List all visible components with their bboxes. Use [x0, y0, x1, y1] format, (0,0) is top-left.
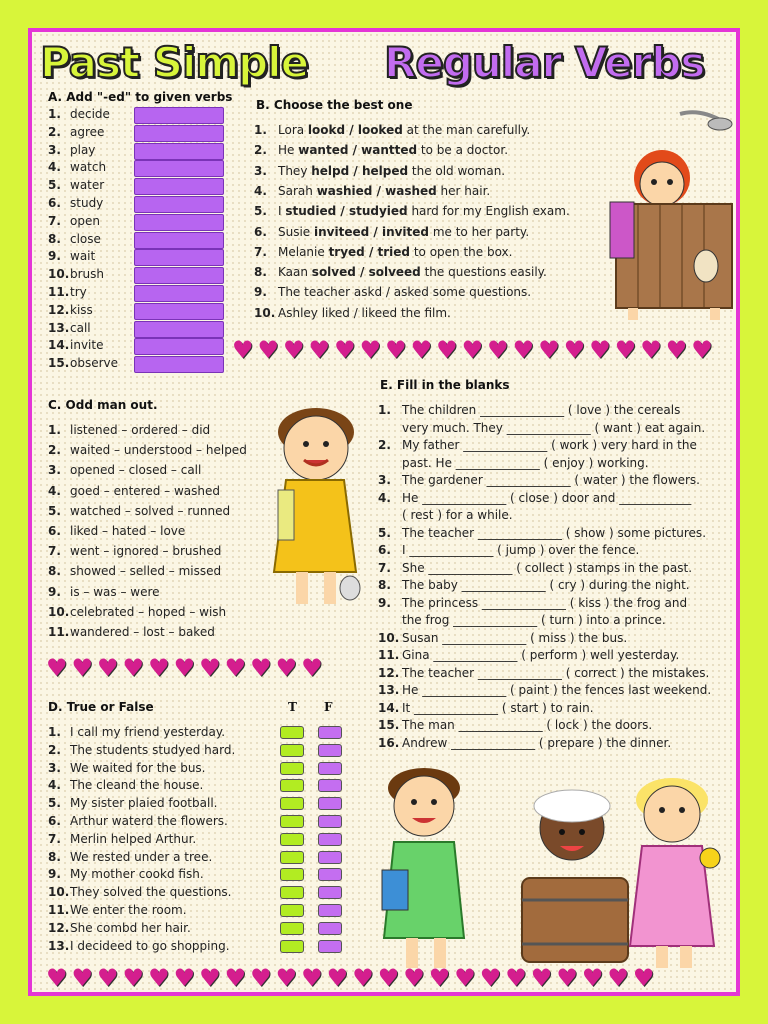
fill-blank-line[interactable]	[378, 682, 711, 698]
item-number: 3.	[254, 163, 267, 178]
worksheet	[28, 28, 740, 996]
word-set[interactable]: listened – ordered – did	[70, 423, 211, 437]
statement-text: I decideed to go shopping.	[70, 938, 230, 953]
item-number: 4.	[48, 160, 61, 175]
sentence-start: Melanie	[278, 244, 329, 259]
statement-text: My mother cookd fish.	[70, 867, 204, 882]
item-number: 9.	[48, 249, 61, 264]
odd-item	[48, 624, 215, 640]
item-number: 12.	[378, 665, 400, 680]
fill-sentence: My father ______________ ( work ) very hard in the	[402, 438, 697, 452]
item-number: 12.	[48, 920, 70, 935]
item-number: 3.	[48, 142, 61, 157]
hearts-divider-top: ♥ ♥ ♥ ♥ ♥ ♥ ♥ ♥ ♥ ♥ ♥ ♥ ♥ ♥ ♥ ♥ ♥ ♥ ♥	[232, 336, 713, 364]
item-number: 2.	[254, 143, 267, 158]
fill-sentence: I ______________ ( jump ) over the fence.	[402, 543, 640, 557]
answer-box[interactable]	[134, 321, 224, 338]
item-number: 5.	[378, 525, 391, 540]
hearts-divider-middle: ♥ ♥ ♥ ♥ ♥ ♥ ♥ ♥ ♥ ♥ ♥	[46, 654, 323, 682]
item-number: 3.	[48, 760, 61, 775]
true-false-item	[48, 813, 228, 829]
item-number: 7.	[48, 544, 61, 559]
item-number: 3.	[48, 463, 61, 478]
sentence-start: He	[278, 143, 299, 158]
item-number: 4.	[48, 778, 61, 793]
item-number: 1.	[378, 403, 391, 417]
choice-item	[254, 224, 529, 240]
verb-word: decide	[70, 107, 110, 121]
choice-item	[254, 163, 505, 179]
choice-item	[254, 122, 530, 138]
item-number: 7.	[48, 213, 61, 228]
fill-blank-line[interactable]	[378, 595, 687, 611]
verb-word: invite	[70, 338, 104, 353]
fill-sentence: Andrew ______________ ( prepare ) the dinner.	[402, 735, 672, 750]
false-column-label: F	[324, 700, 333, 714]
fill-blank-line[interactable]	[378, 472, 700, 488]
choice-options[interactable]: tryed / tried	[328, 244, 411, 259]
sentence-end: the old woman.	[408, 163, 506, 178]
true-false-item	[48, 938, 230, 954]
true-false-item	[48, 849, 212, 865]
item-number: 9.	[48, 584, 61, 599]
sentence-start: Lora	[278, 123, 308, 137]
item-number: 9.	[48, 867, 61, 882]
false-box[interactable]	[318, 868, 342, 881]
hearts-divider-bottom: ♥ ♥ ♥ ♥ ♥ ♥ ♥ ♥ ♥ ♥ ♥ ♥ ♥ ♥ ♥ ♥ ♥ ♥ ♥ ♥ ♥ ♥ ♥ ♥	[46, 964, 655, 992]
sentence-end: me to her party.	[429, 224, 530, 239]
false-box[interactable]	[318, 833, 342, 846]
sentence-end: her hair.	[436, 183, 491, 198]
answer-box[interactable]	[134, 178, 224, 195]
sentence-end: at the man carefully.	[402, 123, 531, 137]
fill-blank-line[interactable]	[378, 560, 692, 576]
true-box[interactable]	[280, 726, 304, 739]
item-number: 11.	[48, 285, 70, 299]
section-c-heading: C. Odd man out.	[48, 398, 158, 412]
item-number: 7.	[48, 831, 61, 846]
false-box[interactable]	[318, 779, 342, 792]
verb-item	[48, 159, 106, 175]
fill-sentence: The baby ______________ ( cry ) during the night.	[402, 578, 690, 592]
verb-item	[48, 266, 104, 282]
answer-box[interactable]	[134, 249, 224, 266]
answer-box[interactable]	[134, 232, 224, 249]
choice-options[interactable]: wanted / wantted	[298, 143, 418, 158]
verb-word: play	[70, 142, 96, 157]
verb-item	[48, 106, 110, 122]
true-box[interactable]	[280, 868, 304, 881]
verb-word: brush	[70, 267, 105, 282]
verb-word: wait	[70, 249, 96, 264]
item-number: 12.	[48, 302, 70, 317]
answer-box[interactable]	[134, 143, 224, 160]
item-number: 6.	[48, 196, 61, 210]
item-number: 13.	[378, 683, 400, 697]
item-number: 10.	[48, 267, 70, 282]
statement-text: My sister plaied football.	[70, 796, 218, 811]
odd-item	[48, 584, 160, 600]
sentence-end: the questions easily.	[420, 265, 547, 280]
false-box[interactable]	[318, 744, 342, 757]
choice-options[interactable]: helpd / helped	[311, 163, 409, 178]
verb-word: call	[70, 320, 91, 335]
false-box[interactable]	[318, 815, 342, 828]
sentence-end: to be a doctor.	[417, 143, 509, 158]
shower-girl-illustration	[588, 106, 738, 322]
answer-box[interactable]	[134, 303, 224, 320]
title-regular-verbs: Regular Verbs	[384, 38, 705, 87]
item-number: 6.	[378, 543, 391, 557]
fill-blank-line[interactable]	[378, 630, 627, 646]
fill-sentence: the frog ______________ ( turn ) into a prince.	[402, 613, 666, 627]
statement-text: We rested under a tree.	[70, 849, 213, 864]
false-box[interactable]	[318, 904, 342, 917]
fill-sentence: The teacher ______________ ( correct ) the mistakes.	[402, 665, 710, 680]
true-box[interactable]	[280, 744, 304, 757]
choice-options[interactable]: washied / washed	[316, 183, 437, 198]
verb-item	[48, 337, 103, 353]
true-false-item	[48, 902, 187, 918]
word-set[interactable]: went – ignored – brushed	[70, 544, 222, 559]
statement-text: The students studyed hard.	[70, 742, 236, 757]
false-box[interactable]	[318, 726, 342, 739]
word-set[interactable]: liked – hated – love	[70, 524, 186, 538]
answer-box[interactable]	[134, 107, 224, 124]
fill-blank-line[interactable]	[378, 402, 680, 418]
fill-blank-line[interactable]	[378, 700, 594, 716]
kids-bath-illustration	[372, 758, 738, 976]
verb-word: agree	[70, 124, 105, 139]
answer-box[interactable]	[134, 285, 224, 302]
fill-sentence: The teacher ______________ ( show ) some pictures.	[402, 525, 707, 540]
section-d-heading: D. True or False	[48, 700, 154, 714]
fill-sentence: He ______________ ( close ) door and ____________	[402, 490, 692, 505]
answer-box[interactable]	[134, 196, 224, 213]
true-box[interactable]	[280, 779, 304, 792]
boy-in-robe-illustration	[264, 404, 374, 618]
fill-sentence: Susan ______________ ( miss ) the bus.	[402, 630, 628, 645]
true-false-item	[48, 795, 217, 811]
item-number: 8.	[48, 849, 61, 864]
statement-text: The cleand the house.	[70, 778, 204, 793]
item-number: 8.	[254, 265, 267, 280]
true-box[interactable]	[280, 904, 304, 917]
word-set[interactable]: wandered – lost – baked	[70, 625, 215, 639]
item-number: 6.	[254, 224, 267, 239]
false-box[interactable]	[318, 922, 342, 935]
fill-sentence: past. He ______________ ( enjoy ) working.	[402, 455, 649, 470]
item-number: 2.	[48, 443, 61, 458]
fill-blank-line[interactable]	[378, 717, 652, 733]
verb-item	[48, 284, 87, 300]
item-number: 14.	[48, 338, 70, 353]
true-box[interactable]	[280, 833, 304, 846]
false-box[interactable]	[318, 940, 342, 953]
section-e-heading: E. Fill in the blanks	[380, 378, 510, 392]
fill-sentence: ( rest ) for a while.	[402, 508, 513, 522]
fill-sentence: The man ______________ ( lock ) the doors.	[402, 718, 653, 732]
word-set[interactable]: is – was – were	[70, 584, 160, 599]
item-number: 11.	[378, 648, 400, 662]
item-number: 2.	[48, 124, 61, 139]
fill-sentence: She ______________ ( collect ) stamps in the past.	[402, 560, 693, 575]
word-set[interactable]: watched – solved – runned	[70, 503, 231, 518]
sentence-start: They	[278, 163, 312, 178]
true-false-item	[48, 831, 196, 847]
fill-blank-line[interactable]	[378, 612, 666, 628]
fill-sentence: very much. They ______________ ( want ) eat again.	[402, 420, 706, 435]
item-number: 6.	[48, 524, 61, 538]
word-set[interactable]: celebrated – hoped – wish	[70, 604, 227, 619]
item-number: 6.	[48, 814, 61, 828]
fill-blank-line[interactable]	[378, 665, 709, 681]
verb-item	[48, 231, 101, 247]
verb-item	[48, 248, 95, 264]
item-number: 14.	[378, 700, 400, 715]
sentence-start: Kaan	[278, 265, 312, 280]
item-number: 9.	[378, 595, 391, 610]
fill-blank-line[interactable]	[378, 735, 671, 751]
verb-word: water	[70, 178, 105, 193]
item-number: 5.	[254, 204, 267, 219]
item-number: 8.	[48, 231, 61, 246]
fill-sentence: The gardener ______________ ( water ) the flowers.	[402, 473, 700, 487]
word-set[interactable]: showed – selled – missed	[70, 564, 222, 579]
choice-options[interactable]: inviteed / invited	[314, 224, 430, 239]
item-number: 7.	[378, 560, 391, 575]
odd-item	[48, 543, 221, 559]
item-number: 4.	[378, 490, 391, 505]
sentence-end: hard for my English exam.	[407, 204, 570, 219]
fill-sentence: The princess ______________ ( kiss ) the frog and	[402, 595, 688, 610]
item-number: 1.	[48, 725, 61, 739]
true-box[interactable]	[280, 851, 304, 864]
true-false-item	[48, 866, 204, 882]
fill-blank-line[interactable]	[378, 577, 690, 593]
true-box[interactable]	[280, 815, 304, 828]
word-set[interactable]: goed – entered – washed	[70, 483, 220, 498]
section-a-heading: A. Add "-ed" to given verbs	[48, 90, 233, 104]
true-box[interactable]	[280, 762, 304, 775]
choice-item	[254, 284, 531, 300]
true-box[interactable]	[280, 797, 304, 810]
item-number: 9.	[254, 285, 267, 300]
fill-blank-line[interactable]	[378, 420, 705, 436]
true-false-item	[48, 777, 203, 793]
true-false-item	[48, 884, 232, 900]
item-number: 15.	[378, 718, 400, 732]
false-box[interactable]	[318, 762, 342, 775]
fill-sentence: Gina ______________ ( perform ) well yesterday.	[402, 648, 680, 662]
verb-item	[48, 124, 104, 140]
item-number: 2.	[48, 742, 61, 757]
statement-text: We enter the room.	[70, 903, 187, 917]
true-box[interactable]	[280, 886, 304, 899]
item-number: 8.	[48, 564, 61, 579]
true-false-item	[48, 920, 191, 936]
verb-item	[48, 177, 104, 193]
fill-blank-line[interactable]	[378, 437, 697, 453]
fill-blank-line[interactable]	[378, 542, 639, 558]
choice-item	[254, 142, 508, 158]
item-number: 4.	[254, 183, 267, 198]
item-number: 11.	[48, 903, 70, 917]
fill-sentence: The children ______________ ( love ) the cereals	[402, 403, 681, 417]
sentence-start: Susie	[278, 224, 315, 239]
verb-word: kiss	[70, 302, 93, 317]
fill-blank-line[interactable]	[378, 647, 679, 663]
verb-item	[48, 302, 93, 318]
odd-item	[48, 462, 201, 478]
choice-item	[254, 203, 570, 219]
verb-word: try	[70, 285, 87, 299]
answer-box[interactable]	[134, 338, 224, 355]
item-number: 15.	[48, 356, 70, 371]
odd-item	[48, 422, 210, 438]
item-number: 8.	[378, 578, 391, 592]
item-number: 13.	[48, 320, 70, 335]
fill-sentence: It ______________ ( start ) to rain.	[402, 700, 594, 715]
fill-blank-line[interactable]	[378, 490, 691, 506]
fill-blank-line[interactable]	[378, 507, 513, 523]
item-number: 5.	[48, 796, 61, 811]
verb-word: watch	[70, 160, 107, 175]
item-number: 13.	[48, 938, 70, 953]
choice-options[interactable]: solved / solveed	[311, 265, 421, 280]
item-number: 7.	[254, 244, 267, 259]
true-false-item	[48, 724, 225, 740]
true-column-label: T	[288, 700, 297, 714]
choice-options[interactable]: lookd / looked	[307, 123, 403, 137]
false-box[interactable]	[318, 797, 342, 810]
verb-word: observe	[70, 356, 119, 371]
false-box[interactable]	[318, 886, 342, 899]
odd-item	[48, 442, 247, 458]
sentence-start: I	[278, 204, 286, 219]
sentence-start: Sarah	[278, 183, 317, 198]
odd-item	[48, 503, 230, 519]
statement-text: They solved the questions.	[70, 885, 232, 900]
true-box[interactable]	[280, 922, 304, 935]
true-box[interactable]	[280, 940, 304, 953]
choice-item	[254, 264, 547, 280]
statement-text: She combd her hair.	[70, 920, 191, 935]
statement-text: We waited for the bus.	[70, 760, 206, 775]
sentence-start: Ashley liked / likeed the film.	[278, 305, 451, 320]
odd-item	[48, 604, 226, 620]
verb-item	[48, 142, 95, 158]
sentence-start: The teacher askd / asked some questions.	[278, 285, 532, 300]
statement-text: Arthur waterd the flowers.	[70, 814, 228, 828]
item-number: 10.	[254, 305, 276, 320]
section-b-heading: B. Choose the best one	[256, 98, 413, 112]
item-number: 1.	[48, 423, 61, 437]
verb-item	[48, 320, 91, 336]
item-number: 1.	[48, 107, 61, 121]
item-number: 5.	[48, 178, 61, 193]
word-set[interactable]: opened – closed – call	[70, 463, 202, 478]
sentence-end: to open the box.	[410, 244, 513, 259]
statement-text: Merlin helped Arthur.	[70, 831, 197, 846]
title-past-simple: Past Simple	[40, 38, 309, 87]
word-set[interactable]: waited – understood – helped	[70, 443, 247, 458]
item-number: 3.	[378, 473, 391, 487]
true-false-item	[48, 742, 235, 758]
choice-options[interactable]: studied / studyied	[285, 204, 408, 219]
choice-item	[254, 305, 451, 321]
fill-blank-line[interactable]	[378, 525, 706, 541]
choice-item	[254, 183, 490, 199]
verb-item	[48, 195, 103, 211]
item-number: 4.	[48, 483, 61, 498]
odd-item	[48, 563, 221, 579]
answer-box[interactable]	[134, 125, 224, 142]
verb-word: open	[70, 213, 100, 228]
item-number: 5.	[48, 503, 61, 518]
false-box[interactable]	[318, 851, 342, 864]
answer-box[interactable]	[134, 160, 224, 177]
item-number: 11.	[48, 625, 70, 639]
item-number: 1.	[254, 123, 267, 137]
verb-item	[48, 355, 118, 371]
item-number: 10.	[48, 885, 70, 900]
answer-box[interactable]	[134, 214, 224, 231]
verb-word: close	[70, 231, 101, 246]
odd-item	[48, 523, 185, 539]
fill-blank-line[interactable]	[378, 455, 649, 471]
item-number: 16.	[378, 735, 400, 750]
item-number: 2.	[378, 438, 391, 452]
choice-item	[254, 244, 512, 260]
fill-sentence: He ______________ ( paint ) the fences last weekend.	[402, 683, 712, 697]
item-number: 10.	[378, 630, 400, 645]
verb-item	[48, 213, 100, 229]
true-false-item	[48, 760, 206, 776]
verb-word: study	[70, 196, 104, 210]
answer-box[interactable]	[134, 267, 224, 284]
answer-box[interactable]	[134, 356, 224, 373]
odd-item	[48, 483, 220, 499]
item-number: 10.	[48, 604, 70, 619]
statement-text: I call my friend yesterday.	[70, 725, 226, 739]
